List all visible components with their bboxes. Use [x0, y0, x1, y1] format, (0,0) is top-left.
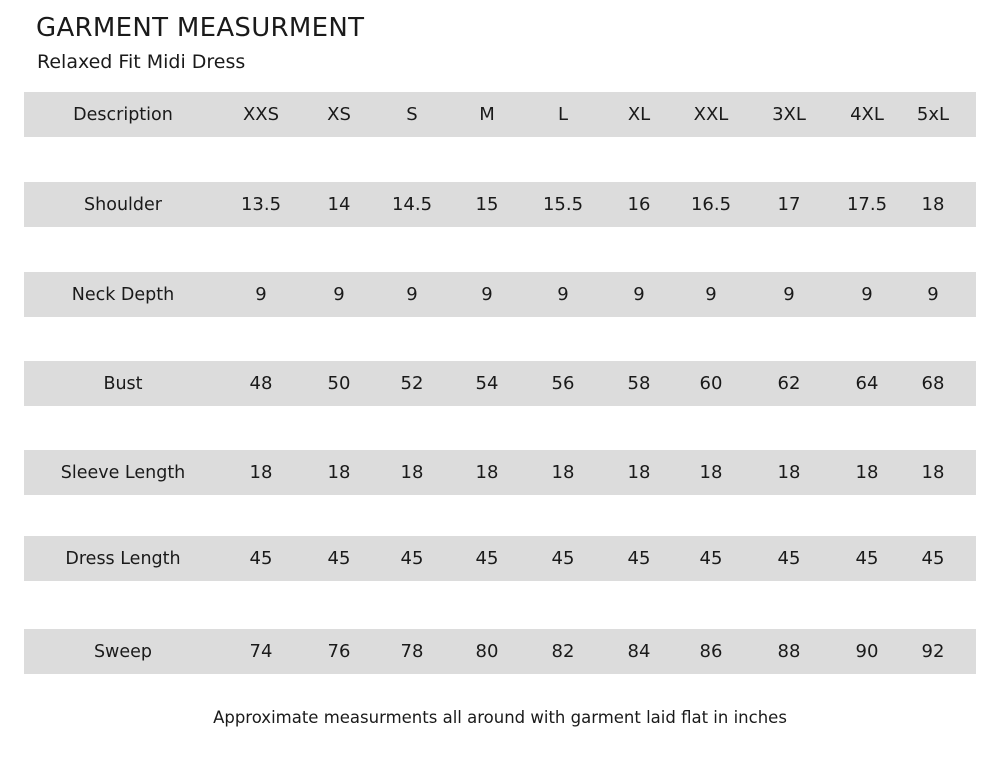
row-label: Dress Length [65, 548, 181, 569]
row-label: Bust [103, 373, 143, 394]
table-cell: 9 [633, 284, 645, 305]
table-row [24, 629, 976, 674]
table-cell: 45 [400, 548, 424, 569]
column-header-size: XXS [242, 104, 280, 125]
table-cell: 56 [551, 373, 575, 394]
table-cell: 9 [783, 284, 795, 305]
table-cell: 9 [557, 284, 569, 305]
column-header-size: S [406, 104, 418, 125]
table-cell: 18 [249, 462, 273, 483]
table-row [24, 450, 976, 495]
table-cell: 45 [475, 548, 499, 569]
table-cell: 9 [481, 284, 493, 305]
table-row [24, 272, 976, 317]
row-label: Sleeve Length [60, 462, 186, 483]
column-header-size: 5xL [916, 104, 950, 125]
column-header-size: XXL [693, 104, 729, 125]
table-cell: 9 [255, 284, 267, 305]
table-cell: 18 [855, 462, 879, 483]
table-cell: 18 [627, 462, 651, 483]
table-cell: 45 [921, 548, 945, 569]
table-cell: 84 [627, 641, 651, 662]
table-cell: 45 [777, 548, 801, 569]
table-cell: 78 [400, 641, 424, 662]
table-cell: 15.5 [542, 194, 584, 215]
table-cell: 68 [921, 373, 945, 394]
table-cell: 60 [699, 373, 723, 394]
table-cell: 18 [327, 462, 351, 483]
table-cell: 62 [777, 373, 801, 394]
table-cell: 45 [699, 548, 723, 569]
table-cell: 16 [627, 194, 651, 215]
table-cell: 18 [921, 194, 945, 215]
table-row [24, 361, 976, 406]
table-cell: 15 [475, 194, 499, 215]
column-header-size: L [557, 104, 569, 125]
column-header-size: M [479, 104, 495, 125]
table-cell: 45 [551, 548, 575, 569]
table-cell: 88 [777, 641, 801, 662]
table-cell: 17 [777, 194, 801, 215]
table-cell: 18 [921, 462, 945, 483]
table-cell: 92 [921, 641, 945, 662]
table-cell: 45 [855, 548, 879, 569]
table-cell: 9 [927, 284, 939, 305]
table-cell: 16.5 [690, 194, 732, 215]
table-cell: 74 [249, 641, 273, 662]
row-label: Shoulder [84, 194, 162, 215]
table-cell: 18 [400, 462, 424, 483]
column-header-size: 3XL [772, 104, 806, 125]
table-row [24, 536, 976, 581]
table-cell: 58 [627, 373, 651, 394]
table-cell: 86 [699, 641, 723, 662]
table-cell: 9 [333, 284, 345, 305]
table-cell: 50 [327, 373, 351, 394]
table-cell: 45 [327, 548, 351, 569]
table-cell: 52 [400, 373, 424, 394]
table-cell: 80 [475, 641, 499, 662]
row-label: Neck Depth [71, 284, 175, 305]
table-cell: 54 [475, 373, 499, 394]
page-title: GARMENT MEASURMENT [36, 13, 365, 43]
table-cell: 76 [327, 641, 351, 662]
table-cell: 82 [551, 641, 575, 662]
table-header-row [24, 92, 976, 137]
table-cell: 45 [249, 548, 273, 569]
column-header-size: XL [627, 104, 651, 125]
table-cell: 9 [406, 284, 418, 305]
table-cell: 14 [327, 194, 351, 215]
table-cell: 18 [475, 462, 499, 483]
column-header-size: XS [327, 104, 351, 125]
table-cell: 45 [627, 548, 651, 569]
footer-note: Approximate measurments all around with garment laid flat in inches [213, 708, 787, 727]
table-cell: 14.5 [391, 194, 433, 215]
row-label: Sweep [93, 641, 153, 662]
column-header-description: Description [73, 104, 173, 125]
table-cell: 18 [551, 462, 575, 483]
table-cell: 48 [249, 373, 273, 394]
table-cell: 9 [861, 284, 873, 305]
table-row [24, 182, 976, 227]
table-cell: 18 [699, 462, 723, 483]
table-cell: 13.5 [240, 194, 282, 215]
page-subtitle: Relaxed Fit Midi Dress [37, 51, 246, 73]
table-cell: 9 [705, 284, 717, 305]
table-cell: 64 [855, 373, 879, 394]
column-header-size: 4XL [850, 104, 884, 125]
table-cell: 90 [855, 641, 879, 662]
table-cell: 17.5 [846, 194, 888, 215]
table-cell: 18 [777, 462, 801, 483]
